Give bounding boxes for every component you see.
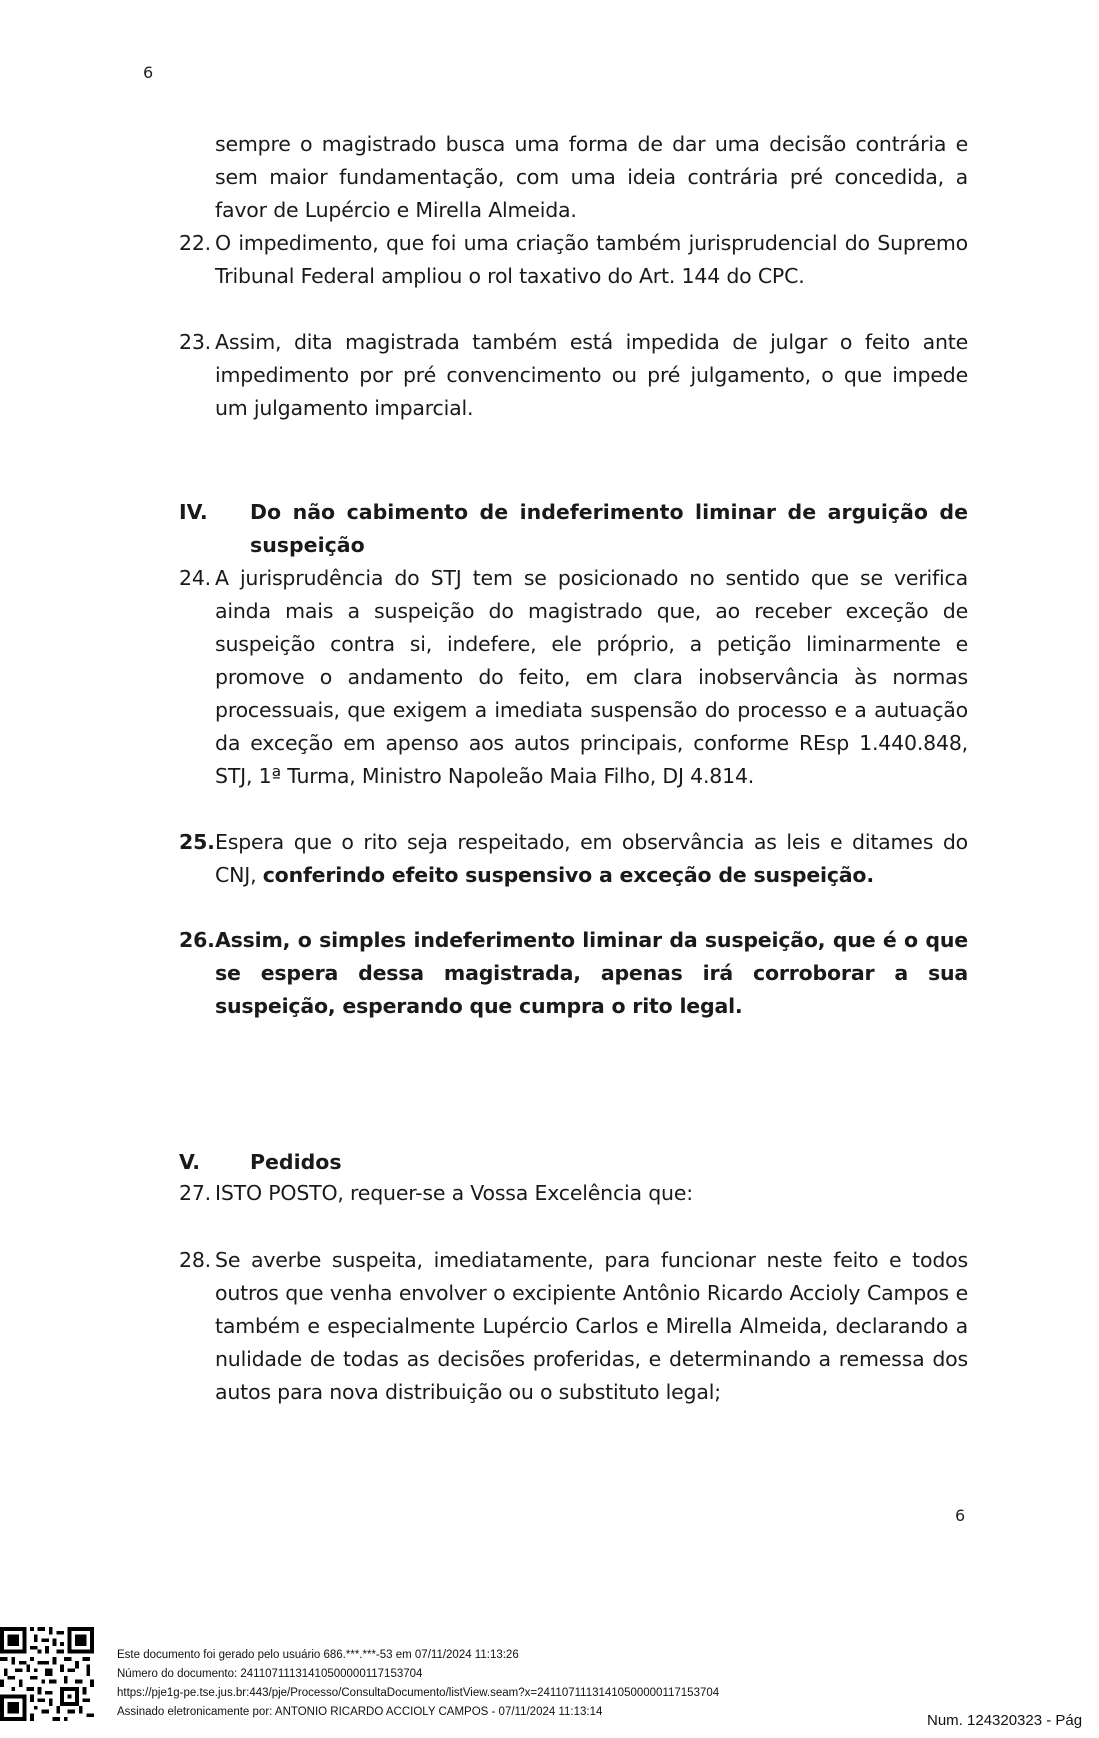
list-item-23	[179, 326, 968, 425]
item-number: 25.	[179, 830, 215, 854]
list-item-26	[179, 924, 968, 1023]
item-text: Assim, o simples indeferimento liminar da suspeição, que é o que se espera dessa magistrada, apenas irá corroborar a sua suspeição, esperando que cumpra o rito legal.	[215, 928, 968, 1018]
item-text: Se averbe suspeita, imediatamente, para funcionar neste feito e todos outros que venha envolver o excipiente Antônio Ricardo Accioly Campos e também e especialmente Lupércio Carlos e Mirella Almeida, declarando a nulidade de todas as decisões proferidas, e determinando a remessa dos autos para nova distribuição ou o substituto legal;	[215, 1248, 968, 1404]
list-item-28	[179, 1244, 968, 1409]
item-number: 24.	[179, 566, 212, 590]
item-number: 23.	[179, 330, 212, 354]
section-heading-iv	[179, 496, 968, 562]
section-number: IV.	[179, 500, 208, 524]
item-text-bold: conferindo efeito suspensivo a exceção de suspeição.	[262, 863, 874, 887]
item-number: 28.	[179, 1248, 212, 1272]
item-text: O impedimento, que foi uma criação também jurisprudencial do Supremo Tribunal Federal ampliou o rol taxativo do Art. 144 do CPC.	[215, 231, 968, 288]
item-number: 27.	[179, 1181, 212, 1205]
continuation-paragraph	[179, 128, 968, 227]
item-text	[215, 826, 968, 892]
document-num-reference: Num. 124320323 - Pág	[927, 1712, 1083, 1729]
section-title: Do não cabimento de indeferimento liminar de arguição de suspeição	[250, 500, 968, 557]
signed-by-text: Assinado eletronicamente por: ANTONIO RICARDO ACCIOLY CAMPOS - 07/11/2024 11:13:14	[117, 1706, 603, 1718]
generated-by-text: Este documento foi gerado pelo usuário 686.***.***-53 em 07/11/2024 11:13:26	[117, 1649, 519, 1661]
header-page-number: 6	[143, 63, 154, 82]
item-text-regular: Espera que o rito seja respeitado, em observância as leis e ditames do CNJ,	[215, 830, 968, 887]
document-url-link[interactable]: https://pje1g-pe.tse.jus.br:443/pje/Processo/ConsultaDocumento/listView.seam?x=24110711131410500000117153704	[117, 1687, 720, 1699]
section-heading-v	[179, 1146, 968, 1179]
item-text: Assim, dita magistrada também está impedida de julgar o feito ante impedimento por pré convencimento ou pré julgamento, o que impede um julgamento imparcial.	[215, 330, 968, 420]
list-item-27	[179, 1177, 968, 1210]
item-number: 26.	[179, 928, 215, 952]
signature-footer	[117, 1646, 719, 1722]
item-number: 22.	[179, 231, 212, 255]
item-text: A jurisprudência do STJ tem se posicionado no sentido que se verifica ainda mais a suspeição do magistrado que, ao receber exceção de suspeição contra si, indefere, ele próprio, a petição liminarmente e promove o andamento do feito, em clara inobservância às normas processuais, que exigem a imediata suspensão do processo e a autuação da exceção em apenso aos autos principais, conforme REsp 1.440.848, STJ, 1ª Turma, Ministro Napoleão Maia Filho, DJ 4.814.	[215, 566, 968, 788]
item-text: ISTO POSTO, requer-se a Vossa Excelência que:	[215, 1181, 693, 1205]
section-number: V.	[179, 1150, 201, 1174]
section-title: Pedidos	[250, 1150, 342, 1174]
qr-code-icon	[0, 1627, 94, 1721]
paragraph-text: sempre o magistrado busca uma forma de dar uma decisão contrária e sem maior fundamentação, com uma ideia contrária pré concedida, a favor de Lupércio e Mirella Almeida.	[215, 132, 968, 222]
footer-page-number: 6	[955, 1506, 966, 1525]
list-item-25	[179, 826, 968, 892]
list-item-24	[179, 562, 968, 793]
document-number-text: Número do documento: 24110711131410500000117153704	[117, 1668, 423, 1680]
list-item-22	[179, 227, 968, 293]
